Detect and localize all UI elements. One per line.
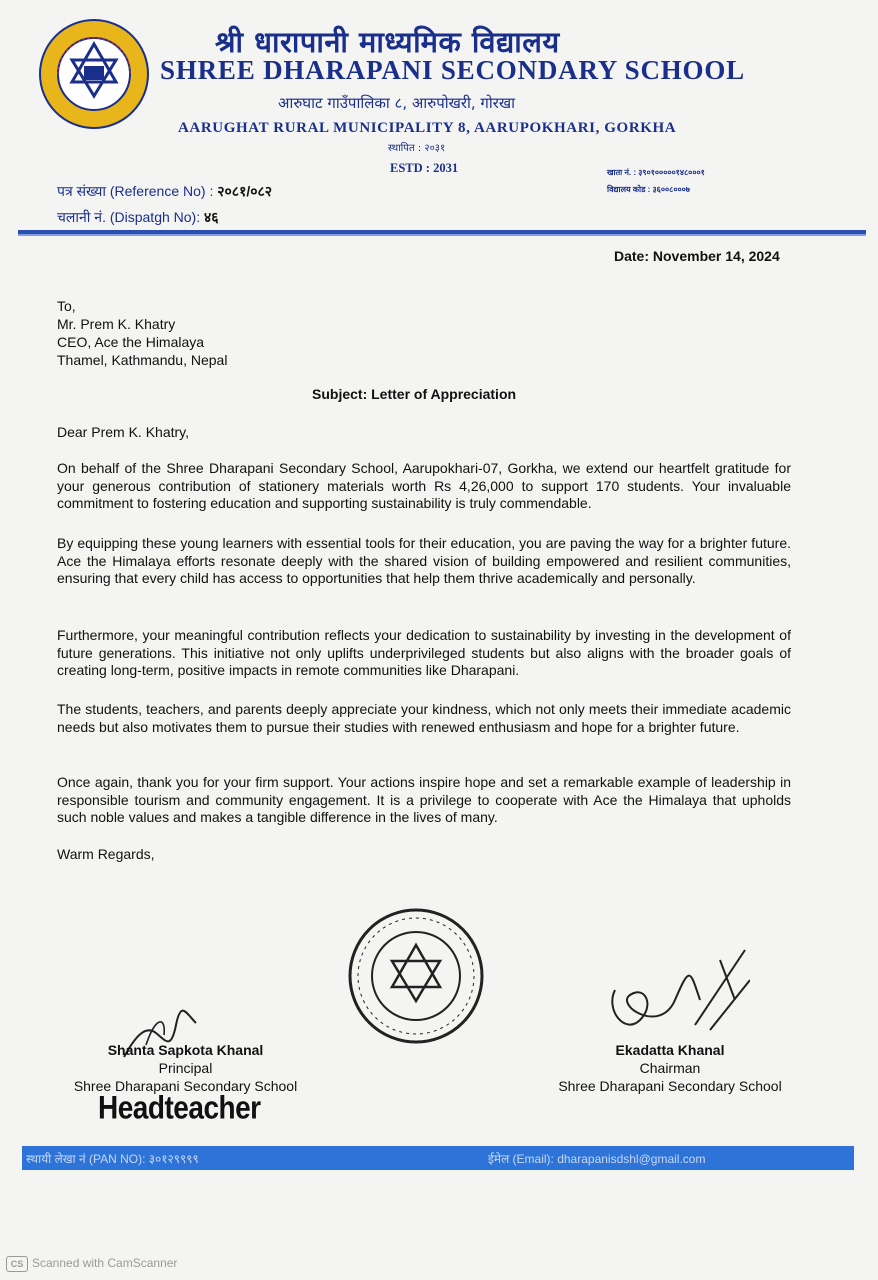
principal-signature-block xyxy=(58,1041,313,1095)
letterhead-divider xyxy=(18,230,866,236)
camscanner-logo-icon: CS xyxy=(6,1256,28,1272)
letter-footer-bar xyxy=(22,1146,854,1170)
dispatch-label: चलानी नं. (Dispatgh No): xyxy=(57,209,201,225)
letter-date: Date: November 14, 2024 xyxy=(614,248,780,264)
principal-name: Shanta Sapkota Khanal xyxy=(107,1042,264,1058)
dispatch-value: ४६ xyxy=(204,209,219,225)
recipient-line: Mr. Prem K. Khatry xyxy=(57,316,176,332)
recipient-line: Thamel, Kathmandu, Nepal xyxy=(57,352,228,368)
chairman-role: Chairman xyxy=(639,1060,701,1076)
official-seal-stamp xyxy=(342,905,490,1047)
established-english: ESTD : 2031 xyxy=(390,161,459,175)
recipient-line: To, xyxy=(57,298,76,314)
watermark-text: Scanned with CamScanner xyxy=(32,1256,178,1271)
headteacher-stamp: Headteacher xyxy=(98,1089,261,1126)
account-number: खाता नं. : ३९०१०००००१४८०००१ xyxy=(607,168,705,177)
chairman-signature xyxy=(600,940,750,1050)
chairman-signature-block xyxy=(546,1041,794,1095)
reference-value: २०८१/०८२ xyxy=(217,183,273,199)
scanner-watermark xyxy=(6,1256,177,1272)
salutation: Dear Prem K. Khatry, xyxy=(57,424,190,440)
account-info xyxy=(607,164,705,198)
recipient-line: CEO, Ace the Himalaya xyxy=(57,334,205,350)
reference-label: पत्र संख्या (Reference No) xyxy=(57,183,206,199)
school-name-english: SHREE DHARAPANI SECONDARY SCHOOL xyxy=(160,55,745,85)
school-name-nepali: श्री धारापानी माध्यमिक विद्यालय xyxy=(215,25,560,59)
body-paragraph: Furthermore, your meaningful contribution reflects your dedication to sustainability by investing in the development of future generations. This initiative not only uplifts underprivileged students but also aligns with the broader goals of creating long-term, positive impacts in remote communities like Dharapani. xyxy=(57,627,791,678)
chairman-org: Shree Dharapani Secondary School xyxy=(558,1078,782,1094)
footer-email: ईमेल (Email): dharapanisdshl@gmail.com xyxy=(488,1152,706,1166)
closing: Warm Regards, xyxy=(57,846,155,862)
body-paragraph: The students, teachers, and parents deeply appreciate your kindness, which not only meets their immediate academic needs but also motivates them to pursue their studies with renewed enthusiasm and hope for a brighter future. xyxy=(57,701,791,735)
body-paragraph: By equipping these young learners with essential tools for their education, you are paving the way for a brighter future. Ace the Himalaya efforts resonate deeply with the shared vision of building empowered and resilient communities, ensuring that every child has access to opportunities that help them thrive academically and personally. xyxy=(57,535,791,586)
address-english: AARUGHAT RURAL MUNICIPALITY 8, AARUPOKHARI, GORKHA xyxy=(178,120,677,136)
footer-pan: स्थायी लेखा नं (PAN NO): ३०१२९९९९ xyxy=(26,1152,199,1166)
principal-role: Principal xyxy=(158,1060,213,1076)
chairman-name: Ekadatta Khanal xyxy=(615,1042,725,1058)
address-nepali: आरुघाट गाउँपालिका ८, आरुपोखरी, गोरखा xyxy=(278,94,516,112)
reference-block xyxy=(57,178,272,230)
school-logo-emblem xyxy=(38,18,150,130)
principal-org: Shree Dharapani Secondary School xyxy=(73,1078,298,1094)
school-code: विद्यालय कोड : ३६००८०००७ xyxy=(607,185,690,194)
reference-line: पत्र संख्या (Reference No) : २०८१/०८२ xyxy=(57,183,273,199)
dispatch-line xyxy=(57,204,272,230)
body-paragraph: Once again, thank you for your firm support. Your actions inspire hope and set a remarkable example of leadership in responsible tourism and community engagement. It is a privilege to cooperate with Ace the Himalaya that upholds such noble values and makes a tangible difference in the lives of many. xyxy=(57,774,791,825)
body-paragraph: On behalf of the Shree Dharapani Secondary School, Aarupokhari-07, Gorkha, we extend our heartfelt gratitude for your generous contribution of stationery materials worth Rs 4,26,000 to support 170 students. Your invaluable commitment to fostering education and supporting sustainability is truly commendable. xyxy=(57,460,791,511)
established-nepali: स्थापित : २०३१ xyxy=(388,143,446,154)
letter-subject: Subject: Letter of Appreciation xyxy=(312,386,517,402)
recipient-address xyxy=(57,297,227,369)
